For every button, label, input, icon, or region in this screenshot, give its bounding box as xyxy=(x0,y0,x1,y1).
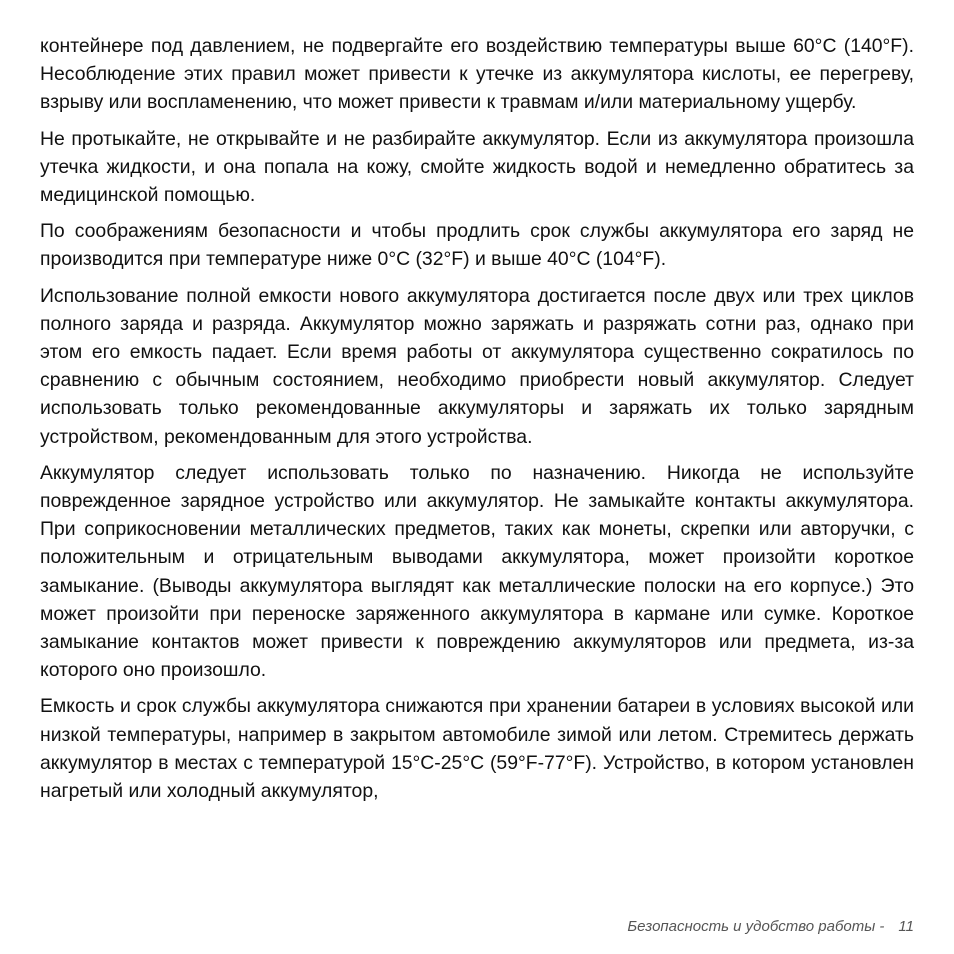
paragraph-storage-temperature: Емкость и срок службы аккумулятора снижаются при хранении батареи в условиях высокой или низкой температуры, например в закрытом автомобиле зимой или летом. Стремитесь держать аккумулятор в местах с температурой 15°C-25°C (59°F-77°F). Устройство, в котором установлен нагретый или холодный аккумулятор, xyxy=(40,695,914,803)
footer-page-number: 11 xyxy=(898,918,914,935)
paragraph-pressure-warning: контейнере под давлением, не подвергайте его воздействию температуры выше 60°C (140°F). Несоблюдение этих правил может привести к утечке из аккумулятора кислоты, ее перегреву, взрыву или воспламенению, что может привести к травмам и/или материальному ущербу. xyxy=(40,35,914,114)
paragraph-do-not-puncture: Не протыкайте, не открывайте и не разбирайте аккумулятор. Если из аккумулятора произошла утечка жидкости, и она попала на кожу, смойте жидкость водой и немедленно обратитесь за медицинской помощью. xyxy=(40,127,914,207)
page-footer xyxy=(627,918,914,935)
paragraph-charge-temperature: По соображениям безопасности и чтобы продлить срок службы аккумулятора его заряд не производится при температуре ниже 0°C (32°F) и выше 40°C (104°F). xyxy=(40,220,914,271)
paragraph-battery-capacity: Использование полной емкости нового аккумулятора достигается после двух или трех циклов полного заряда и разряда. Аккумулятор можно заряжать и разряжать сотни раз, однако при этом его емкость падает. Если время работы от аккумулятора существенно сократилось по сравнению с обычным состоянием, необходимо приобрести новый аккумулятор. Следует использовать только рекомендованные аккумуляторы и заряжать их только зарядным устройством, рекомендованным для этого устройства. xyxy=(40,284,914,448)
page-body xyxy=(40,32,914,813)
footer-section-title: Безопасность и удобство работы - xyxy=(627,918,885,935)
paragraph-short-circuit: Аккумулятор следует использовать только по назначению. Никогда не используйте поврежденное зарядное устройство или аккумулятор. Не замыкайте контакты аккумулятора. При соприкосновении металлических предметов, таких как монеты, скрепки или авторучки, с положительным и отрицательным выводами аккумулятора, может произойти короткое замыкание. (Выводы аккумулятора выглядят как металлические полоски на его корпусе.) Это может произойти при переноске заряженного аккумулятора в кармане или сумке. Короткое замыкание контактов может привести к повреждению аккумуляторов или предмета, из-за которого оно произошло. xyxy=(40,461,914,682)
